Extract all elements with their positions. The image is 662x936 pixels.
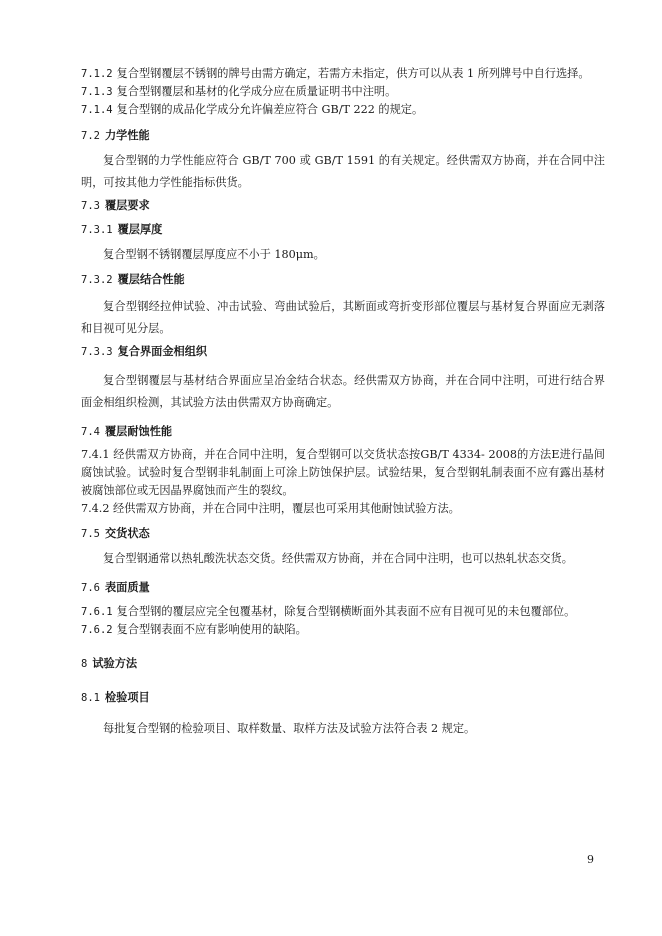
clause-text: 复合型钢覆层不锈钢的牌号由需方确定，若需方未指定，供方可以从表 1 所列牌号中自行选择。 <box>116 67 590 80</box>
heading-title: 表面质量 <box>104 581 150 594</box>
heading-number: 7.3.2 <box>81 274 113 286</box>
paragraph-7-3-3: 复合型钢覆层与基材结合界面应呈冶金结合状态。经供需双方协商，并在合同中注明，可进行结合界面金相组织检测，其试验方法由供需双方协商确定。 <box>81 374 605 409</box>
clause-number: 7.6.1 <box>81 606 113 618</box>
heading-number: 8.1 <box>81 692 100 704</box>
heading-number: 7.2 <box>81 130 100 142</box>
heading-title: 覆层要求 <box>104 199 150 212</box>
heading-7-4 <box>81 424 172 440</box>
heading-7-3-1 <box>81 222 162 238</box>
clause-7-6-1 <box>81 604 605 620</box>
clause-7-4-2: 7.4.2 经供需双方协商，并在合同中注明，覆层也可采用其他耐蚀试验方法。 <box>81 502 460 515</box>
heading-8-1 <box>81 690 150 706</box>
heading-number: 7.3 <box>81 200 100 212</box>
heading-7-3 <box>81 198 150 214</box>
paragraph-8-1: 每批复合型钢的检验项目、取样数量、取样方法及试验方法符合表 2 规定。 <box>103 722 476 735</box>
heading-number: 7.4 <box>81 426 100 438</box>
heading-7-3-2 <box>81 272 185 288</box>
paragraph-7-3-2: 复合型钢经拉伸试验、冲击试验、弯曲试验后，其断面或弯折变形部位覆层与基材复合界面应无剥落和目视可见分层。 <box>81 300 605 335</box>
clause-number: 7.1.3 <box>81 86 113 98</box>
heading-number: 7.3.3 <box>81 346 113 358</box>
heading-8 <box>81 656 137 672</box>
clause-7-1-3 <box>81 84 605 100</box>
paragraph-7-5: 复合型钢通常以热轧酸洗状态交货。经供需双方协商，并在合同中注明，也可以热轧状态交货。 <box>103 552 573 565</box>
clause-number: 7.6.2 <box>81 624 113 636</box>
heading-title: 覆层耐蚀性能 <box>104 425 173 438</box>
clause-7-1-2 <box>81 66 605 82</box>
heading-title: 交货状态 <box>104 527 150 540</box>
clause-7-4-1: 7.4.1 经供需双方协商，并在合同中注明，复合型钢可以交货状态按GB/T 4334- 2008的方法E进行晶间腐蚀试验。试验时复合型钢非轧制面上可涂上防蚀保护层。试验结果，复合型钢轧制表面不应有露出基材被腐蚀部位或无因晶界腐蚀而产生的裂纹。 <box>81 448 605 497</box>
paragraph-7-3-1: 复合型钢不锈钢覆层厚度应不小于 180μm。 <box>103 248 325 261</box>
heading-7-6 <box>81 580 150 596</box>
paragraph-7-2: 复合型钢的力学性能应符合 GB/T 700 或 GB/T 1591 的有关规定。经供需双方协商，并在合同中注明，可按其他力学性能指标供货。 <box>81 154 605 189</box>
heading-number: 7.3.1 <box>81 224 113 236</box>
heading-title: 覆层厚度 <box>117 223 163 236</box>
clause-number: 7.1.4 <box>81 104 113 116</box>
clause-text: 复合型钢表面不应有影响使用的缺陷。 <box>116 623 307 636</box>
heading-number: 8 <box>81 658 88 670</box>
heading-title: 复合界面金相组织 <box>117 345 208 358</box>
clause-number: 7.1.2 <box>81 68 113 80</box>
heading-7-2 <box>81 128 150 144</box>
heading-number: 7.6 <box>81 582 100 594</box>
page-number: 9 <box>587 853 594 866</box>
heading-title: 试验方法 <box>92 657 138 670</box>
clause-7-6-2 <box>81 622 605 638</box>
heading-7-3-3 <box>81 344 207 360</box>
heading-7-5 <box>81 526 150 542</box>
heading-title: 覆层结合性能 <box>117 273 185 286</box>
heading-number: 7.5 <box>81 528 100 540</box>
clause-text: 复合型钢覆层和基材的化学成分应在质量证明书中注明。 <box>116 85 397 98</box>
clause-text: 复合型钢的覆层应完全包覆基材，除复合型钢横断面外其表面不应有目视可见的未包覆部位。 <box>116 605 576 618</box>
heading-title: 力学性能 <box>104 129 150 142</box>
clause-7-1-4 <box>81 102 605 118</box>
clause-text: 复合型钢的成品化学成分允许偏差应符合 GB/T 222 的规定。 <box>116 103 424 116</box>
heading-title: 检验项目 <box>104 691 150 704</box>
